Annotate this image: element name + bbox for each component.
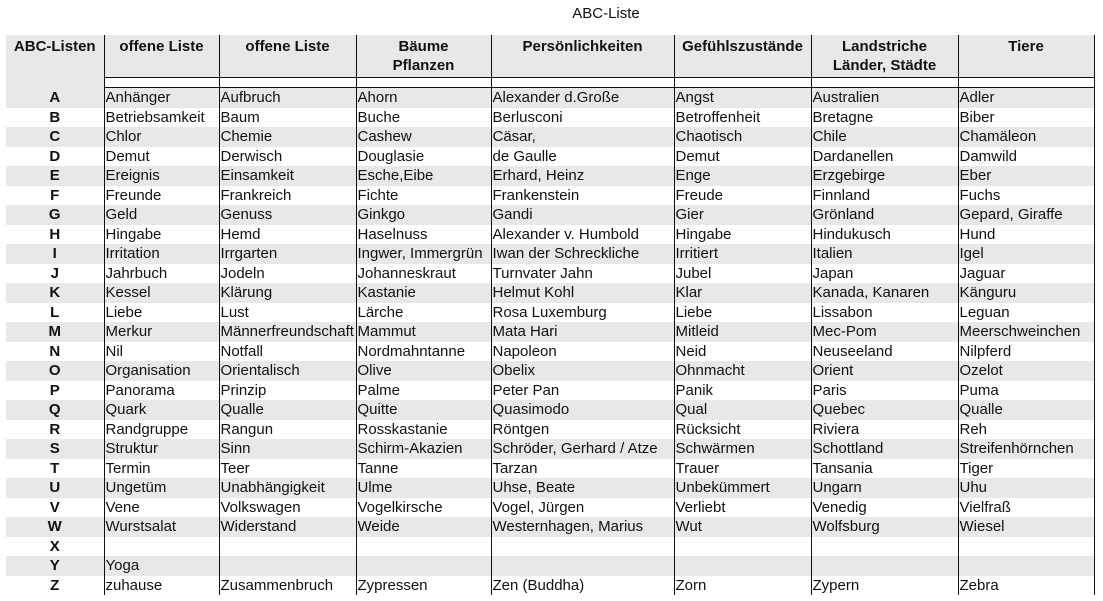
row-letter: Q — [6, 400, 104, 420]
cell-offene-liste-2: Teer — [219, 459, 356, 479]
cell-gefuehlszustaende: Qual — [674, 400, 811, 420]
cell-offene-liste-2: Zusammenbruch — [219, 576, 356, 596]
cell-persoenlichkeiten — [491, 537, 674, 557]
cell-baeume-pflanzen — [356, 556, 491, 576]
spacer-cell — [811, 78, 958, 88]
cell-baeume-pflanzen: Ulme — [356, 478, 491, 498]
cell-offene-liste-2: Sinn — [219, 439, 356, 459]
row-letter: J — [6, 264, 104, 284]
cell-gefuehlszustaende: Irritiert — [674, 244, 811, 264]
cell-tiere: Känguru — [958, 283, 1094, 303]
cell-gefuehlszustaende: Trauer — [674, 459, 811, 479]
column-header-persoenlichkeiten: Persönlichkeiten — [491, 35, 674, 78]
cell-offene-liste-1: Termin — [104, 459, 219, 479]
cell-offene-liste-2: Hemd — [219, 225, 356, 245]
cell-landstriche: Wolfsburg — [811, 517, 958, 537]
cell-offene-liste-2: Frankreich — [219, 186, 356, 206]
cell-offene-liste-2: Unabhängigkeit — [219, 478, 356, 498]
cell-offene-liste-1: Anhänger — [104, 88, 219, 108]
cell-landstriche: Zypern — [811, 576, 958, 596]
cell-landstriche: Grönland — [811, 205, 958, 225]
row-letter: C — [6, 127, 104, 147]
cell-offene-liste-2: Orientalisch — [219, 361, 356, 381]
row-letter: A — [6, 88, 104, 108]
cell-baeume-pflanzen: Schirm-Akazien — [356, 439, 491, 459]
cell-baeume-pflanzen: Buche — [356, 108, 491, 128]
cell-baeume-pflanzen: Esche,Eibe — [356, 166, 491, 186]
header-spacer-row — [6, 78, 1094, 88]
cell-offene-liste-1: Panorama — [104, 381, 219, 401]
cell-baeume-pflanzen: Palme — [356, 381, 491, 401]
cell-tiere: Chamäleon — [958, 127, 1094, 147]
cell-tiere: Ozelot — [958, 361, 1094, 381]
cell-gefuehlszustaende: Wut — [674, 517, 811, 537]
cell-landstriche: Australien — [811, 88, 958, 108]
spacer-cell — [958, 78, 1094, 88]
cell-offene-liste-2: Baum — [219, 108, 356, 128]
row-letter: W — [6, 517, 104, 537]
cell-tiere: Zebra — [958, 576, 1094, 596]
row-letter: F — [6, 186, 104, 206]
cell-persoenlichkeiten: Turnvater Jahn — [491, 264, 674, 284]
cell-gefuehlszustaende: Rücksicht — [674, 420, 811, 440]
column-header-gefuehlszustaende: Gefühlszustände — [674, 35, 811, 78]
document-title: ABC-Liste — [572, 5, 640, 22]
cell-gefuehlszustaende: Jubel — [674, 264, 811, 284]
cell-offene-liste-1: zuhause — [104, 576, 219, 596]
cell-offene-liste-1: Ereignis — [104, 166, 219, 186]
cell-persoenlichkeiten: Tarzan — [491, 459, 674, 479]
cell-gefuehlszustaende: Betroffenheit — [674, 108, 811, 128]
cell-baeume-pflanzen: Zypressen — [356, 576, 491, 596]
cell-persoenlichkeiten: Schröder, Gerhard / Atze — [491, 439, 674, 459]
cell-landstriche: Hindukusch — [811, 225, 958, 245]
row-letter: R — [6, 420, 104, 440]
row-letter: X — [6, 537, 104, 557]
cell-offene-liste-2: Notfall — [219, 342, 356, 362]
cell-offene-liste-1: Kessel — [104, 283, 219, 303]
cell-tiere: Nilpferd — [958, 342, 1094, 362]
table-row — [6, 517, 1094, 537]
cell-baeume-pflanzen: Weide — [356, 517, 491, 537]
cell-offene-liste-2 — [219, 556, 356, 576]
cell-persoenlichkeiten: Frankenstein — [491, 186, 674, 206]
cell-baeume-pflanzen: Kastanie — [356, 283, 491, 303]
cell-tiere: Gepard, Giraffe — [958, 205, 1094, 225]
cell-offene-liste-2: Qualle — [219, 400, 356, 420]
cell-offene-liste-1: Ungetüm — [104, 478, 219, 498]
table-row — [6, 166, 1094, 186]
cell-offene-liste-1: Organisation — [104, 361, 219, 381]
cell-landstriche: Erzgebirge — [811, 166, 958, 186]
cell-baeume-pflanzen: Quitte — [356, 400, 491, 420]
cell-tiere: Leguan — [958, 303, 1094, 323]
cell-persoenlichkeiten: Iwan der Schreckliche — [491, 244, 674, 264]
spacer-cell — [491, 78, 674, 88]
row-letter: T — [6, 459, 104, 479]
cell-landstriche: Tansania — [811, 459, 958, 479]
row-letter: U — [6, 478, 104, 498]
cell-gefuehlszustaende: Neid — [674, 342, 811, 362]
cell-offene-liste-1: Freunde — [104, 186, 219, 206]
cell-gefuehlszustaende: Verliebt — [674, 498, 811, 518]
cell-tiere: Wiesel — [958, 517, 1094, 537]
cell-tiere: Eber — [958, 166, 1094, 186]
row-letter: O — [6, 361, 104, 381]
cell-gefuehlszustaende: Unbekümmert — [674, 478, 811, 498]
table-row — [6, 108, 1094, 128]
table-row — [6, 244, 1094, 264]
cell-persoenlichkeiten: Zen (Buddha) — [491, 576, 674, 596]
cell-tiere: Uhu — [958, 478, 1094, 498]
row-letter: S — [6, 439, 104, 459]
cell-landstriche: Ungarn — [811, 478, 958, 498]
row-letter: K — [6, 283, 104, 303]
cell-baeume-pflanzen: Lärche — [356, 303, 491, 323]
cell-offene-liste-2: Derwisch — [219, 147, 356, 167]
cell-offene-liste-2: Klärung — [219, 283, 356, 303]
cell-gefuehlszustaende: Chaotisch — [674, 127, 811, 147]
spacer-cell — [219, 78, 356, 88]
table-row — [6, 88, 1094, 108]
cell-gefuehlszustaende: Enge — [674, 166, 811, 186]
cell-baeume-pflanzen: Olive — [356, 361, 491, 381]
abc-table — [6, 35, 1095, 595]
cell-baeume-pflanzen: Rosskastanie — [356, 420, 491, 440]
cell-gefuehlszustaende: Zorn — [674, 576, 811, 596]
cell-tiere: Damwild — [958, 147, 1094, 167]
cell-gefuehlszustaende: Angst — [674, 88, 811, 108]
column-header-baeume-pflanzen: Bäume Pflanzen — [356, 35, 491, 78]
cell-offene-liste-1: Wurstsalat — [104, 517, 219, 537]
cell-offene-liste-1: Randgruppe — [104, 420, 219, 440]
cell-baeume-pflanzen: Ahorn — [356, 88, 491, 108]
cell-persoenlichkeiten: Peter Pan — [491, 381, 674, 401]
table-row — [6, 537, 1094, 557]
table-row — [6, 147, 1094, 167]
cell-gefuehlszustaende: Demut — [674, 147, 811, 167]
cell-gefuehlszustaende: Freude — [674, 186, 811, 206]
cell-landstriche: Paris — [811, 381, 958, 401]
table-row — [6, 264, 1094, 284]
cell-offene-liste-1: Liebe — [104, 303, 219, 323]
cell-landstriche: Bretagne — [811, 108, 958, 128]
cell-landstriche: Quebec — [811, 400, 958, 420]
cell-persoenlichkeiten: Mata Hari — [491, 322, 674, 342]
cell-offene-liste-1: Merkur — [104, 322, 219, 342]
cell-persoenlichkeiten: Vogel, Jürgen — [491, 498, 674, 518]
cell-landstriche — [811, 556, 958, 576]
table-row — [6, 439, 1094, 459]
cell-gefuehlszustaende: Panik — [674, 381, 811, 401]
cell-tiere: Streifenhörnchen — [958, 439, 1094, 459]
cell-landstriche: Kanada, Kanaren — [811, 283, 958, 303]
cell-landstriche: Lissabon — [811, 303, 958, 323]
cell-offene-liste-2: Aufbruch — [219, 88, 356, 108]
cell-tiere: Puma — [958, 381, 1094, 401]
cell-landstriche: Finnland — [811, 186, 958, 206]
cell-offene-liste-2: Männerfreundschaft — [219, 322, 356, 342]
row-letter: I — [6, 244, 104, 264]
cell-offene-liste-2: Prinzip — [219, 381, 356, 401]
table-body — [6, 88, 1094, 596]
row-letter: Y — [6, 556, 104, 576]
cell-offene-liste-2: Lust — [219, 303, 356, 323]
cell-tiere: Reh — [958, 420, 1094, 440]
table-row — [6, 576, 1094, 596]
cell-tiere: Biber — [958, 108, 1094, 128]
cell-baeume-pflanzen: Ginkgo — [356, 205, 491, 225]
spacer-cell — [6, 78, 104, 88]
cell-offene-liste-1: Yoga — [104, 556, 219, 576]
cell-persoenlichkeiten: Uhse, Beate — [491, 478, 674, 498]
cell-offene-liste-1: Irritation — [104, 244, 219, 264]
row-letter: D — [6, 147, 104, 167]
cell-landstriche: Orient — [811, 361, 958, 381]
row-letter: L — [6, 303, 104, 323]
row-letter: E — [6, 166, 104, 186]
cell-offene-liste-1: Jahrbuch — [104, 264, 219, 284]
cell-gefuehlszustaende — [674, 556, 811, 576]
cell-baeume-pflanzen: Vogelkirsche — [356, 498, 491, 518]
cell-landstriche: Japan — [811, 264, 958, 284]
cell-persoenlichkeiten — [491, 556, 674, 576]
spacer-cell — [674, 78, 811, 88]
cell-baeume-pflanzen: Haselnuss — [356, 225, 491, 245]
column-header-landstriche: Landstriche Länder, Städte — [811, 35, 958, 78]
table-row — [6, 186, 1094, 206]
cell-landstriche: Venedig — [811, 498, 958, 518]
row-letter: N — [6, 342, 104, 362]
table-row — [6, 225, 1094, 245]
row-letter: H — [6, 225, 104, 245]
cell-baeume-pflanzen: Cashew — [356, 127, 491, 147]
cell-tiere: Meerschweinchen — [958, 322, 1094, 342]
cell-tiere — [958, 537, 1094, 557]
cell-persoenlichkeiten: Alexander d.Große — [491, 88, 674, 108]
cell-offene-liste-1 — [104, 537, 219, 557]
cell-offene-liste-2: Volkswagen — [219, 498, 356, 518]
cell-persoenlichkeiten: Napoleon — [491, 342, 674, 362]
cell-persoenlichkeiten: Quasimodo — [491, 400, 674, 420]
table-row — [6, 205, 1094, 225]
table-row — [6, 322, 1094, 342]
cell-gefuehlszustaende: Mitleid — [674, 322, 811, 342]
cell-persoenlichkeiten: Obelix — [491, 361, 674, 381]
cell-tiere: Jaguar — [958, 264, 1094, 284]
cell-persoenlichkeiten: Alexander v. Humbold — [491, 225, 674, 245]
cell-gefuehlszustaende: Liebe — [674, 303, 811, 323]
cell-offene-liste-1: Geld — [104, 205, 219, 225]
row-letter: B — [6, 108, 104, 128]
cell-landstriche: Italien — [811, 244, 958, 264]
cell-offene-liste-2: Irrgarten — [219, 244, 356, 264]
cell-offene-liste-1: Demut — [104, 147, 219, 167]
cell-offene-liste-1: Hingabe — [104, 225, 219, 245]
spacer-cell — [356, 78, 491, 88]
row-letter: Z — [6, 576, 104, 596]
column-header-tiere: Tiere — [958, 35, 1094, 78]
cell-tiere: Vielfraß — [958, 498, 1094, 518]
cell-baeume-pflanzen — [356, 537, 491, 557]
table-row — [6, 400, 1094, 420]
column-header-letter: ABC-Listen — [6, 35, 104, 78]
cell-landstriche: Dardanellen — [811, 147, 958, 167]
table-row — [6, 342, 1094, 362]
cell-offene-liste-2: Rangun — [219, 420, 356, 440]
cell-offene-liste-2: Genuss — [219, 205, 356, 225]
cell-gefuehlszustaende: Gier — [674, 205, 811, 225]
cell-tiere — [958, 556, 1094, 576]
table-row — [6, 478, 1094, 498]
cell-baeume-pflanzen: Johanneskraut — [356, 264, 491, 284]
cell-baeume-pflanzen: Nordmahntanne — [356, 342, 491, 362]
cell-landstriche: Mec-Pom — [811, 322, 958, 342]
cell-landstriche — [811, 537, 958, 557]
column-header-offene-liste-2: offene Liste — [219, 35, 356, 78]
cell-landstriche: Schottland — [811, 439, 958, 459]
spacer-cell — [104, 78, 219, 88]
cell-gefuehlszustaende — [674, 537, 811, 557]
cell-landstriche: Neuseeland — [811, 342, 958, 362]
cell-landstriche: Chile — [811, 127, 958, 147]
cell-persoenlichkeiten: Röntgen — [491, 420, 674, 440]
cell-offene-liste-1: Quark — [104, 400, 219, 420]
cell-persoenlichkeiten: Erhard, Heinz — [491, 166, 674, 186]
cell-gefuehlszustaende: Hingabe — [674, 225, 811, 245]
cell-tiere: Adler — [958, 88, 1094, 108]
row-letter: V — [6, 498, 104, 518]
table-row — [6, 303, 1094, 323]
cell-persoenlichkeiten: de Gaulle — [491, 147, 674, 167]
cell-persoenlichkeiten: Westernhagen, Marius — [491, 517, 674, 537]
cell-tiere: Tiger — [958, 459, 1094, 479]
cell-baeume-pflanzen: Douglasie — [356, 147, 491, 167]
header-row — [6, 35, 1094, 78]
cell-offene-liste-1: Nil — [104, 342, 219, 362]
table-row — [6, 127, 1094, 147]
cell-offene-liste-1: Chlor — [104, 127, 219, 147]
column-header-offene-liste-1: offene Liste — [104, 35, 219, 78]
cell-landstriche: Riviera — [811, 420, 958, 440]
cell-offene-liste-2: Einsamkeit — [219, 166, 356, 186]
table-row — [6, 361, 1094, 381]
cell-offene-liste-1: Vene — [104, 498, 219, 518]
table-row — [6, 381, 1094, 401]
cell-gefuehlszustaende: Schwärmen — [674, 439, 811, 459]
cell-offene-liste-1: Betriebsamkeit — [104, 108, 219, 128]
cell-persoenlichkeiten: Gandi — [491, 205, 674, 225]
cell-persoenlichkeiten: Rosa Luxemburg — [491, 303, 674, 323]
table-row — [6, 420, 1094, 440]
table-row — [6, 283, 1094, 303]
cell-tiere: Fuchs — [958, 186, 1094, 206]
cell-persoenlichkeiten: Berlusconi — [491, 108, 674, 128]
cell-tiere: Igel — [958, 244, 1094, 264]
row-letter: G — [6, 205, 104, 225]
cell-tiere: Hund — [958, 225, 1094, 245]
cell-offene-liste-2: Chemie — [219, 127, 356, 147]
cell-gefuehlszustaende: Ohnmacht — [674, 361, 811, 381]
cell-baeume-pflanzen: Tanne — [356, 459, 491, 479]
cell-gefuehlszustaende: Klar — [674, 283, 811, 303]
cell-persoenlichkeiten: Cäsar, — [491, 127, 674, 147]
cell-offene-liste-1: Struktur — [104, 439, 219, 459]
table-row — [6, 459, 1094, 479]
cell-offene-liste-2: Jodeln — [219, 264, 356, 284]
cell-baeume-pflanzen: Fichte — [356, 186, 491, 206]
cell-offene-liste-2 — [219, 537, 356, 557]
table-row — [6, 498, 1094, 518]
row-letter: M — [6, 322, 104, 342]
cell-baeume-pflanzen: Mammut — [356, 322, 491, 342]
table-row — [6, 556, 1094, 576]
cell-offene-liste-2: Widerstand — [219, 517, 356, 537]
row-letter: P — [6, 381, 104, 401]
cell-persoenlichkeiten: Helmut Kohl — [491, 283, 674, 303]
cell-baeume-pflanzen: Ingwer, Immergrün — [356, 244, 491, 264]
cell-tiere: Qualle — [958, 400, 1094, 420]
